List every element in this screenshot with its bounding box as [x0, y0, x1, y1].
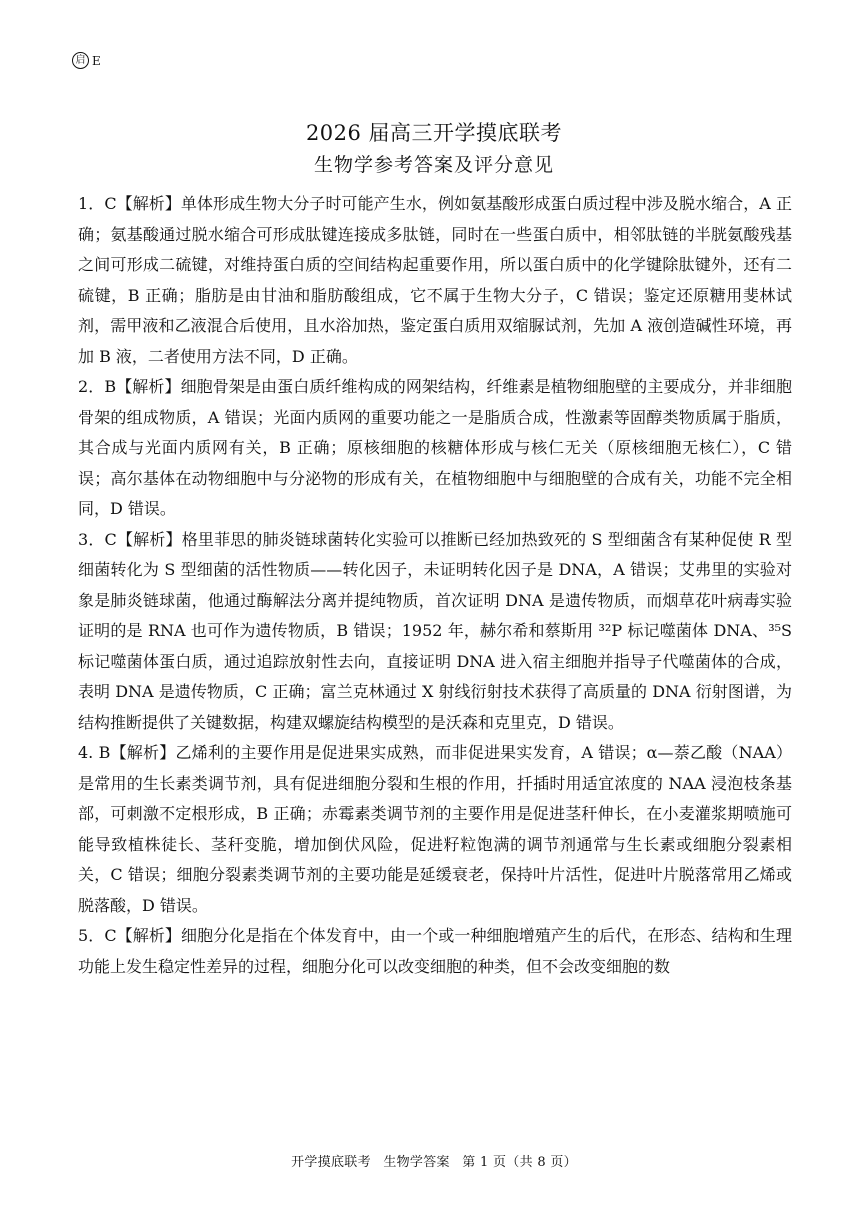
document-subtitle: 生物学参考答案及评分意见 — [313, 154, 554, 176]
footer-subject: 生物学答案 — [383, 1155, 450, 1170]
header-mark — [72, 52, 101, 69]
answer-body — [78, 189, 792, 982]
answer-item: 5．C【解析】细胞分化是指在个体发育中，由一个或一种细胞增殖产生的后代，在形态、结构和生理功能上发生稳定性差异的过程，细胞分化可以改变细胞的种类，但不会改变细胞的数 — [78, 926, 792, 976]
footer-exam: 开学摸底联考 — [291, 1155, 371, 1170]
answer-item: 4. B【解析】乙烯利的主要作用是促进果实成熟，而非促进果实发育，A 错误；α—萘乙酸（NAA）是常用的生长素类调节剂，具有促进细胞分裂和生根的作用，扦插时用适宜浓度的 NAA 浸泡枝条基部，可刺激不定根形成，B 正确；赤霉素类调节剂的主要作用是促进茎秆伸长，在小麦灌浆期喷施可能导致植株徒长、茎秆变脆，增加倒伏风险，促进籽粒饱满的调节剂通常与生长素或细胞分裂素相关，C 错误；细胞分裂素类调节剂的主要功能是延缓衰老，保持叶片活性，促进叶片脱落常用乙烯或脱落酸，D 错误。 — [78, 743, 792, 915]
answer-item: 1．C【解析】单体形成生物大分子时可能产生水，例如氨基酸形成蛋白质过程中涉及脱水缩合，A 正确；氨基酸通过脱水缩合可形成肽键连接成多肽链，同时在一些蛋白质中，相邻肽链的半胱氨酸残基之间可形成二硫键，对维持蛋白质的空间结构起重要作用，所以蛋白质中的化学键除肽键外，还有二硫键，B 正确；脂肪是由甘油和脂肪酸组成，它不属于生物大分子，C 错误；鉴定还原糖用斐林试剂，需甲液和乙液混合后使用，且水浴加热，鉴定蛋白质用双缩脲试剂，先加 A 液创造碱性环境，再加 B 液，二者使用方法不同，D 正确。 — [78, 194, 792, 366]
document-title: 2026 届高三开学摸底联考 — [305, 121, 563, 145]
answer-item: 3．C【解析】格里菲思的肺炎链球菌转化实验可以推断已经加热致死的 S 型细菌含有某种促使 R 型细菌转化为 S 型细菌的活性物质——转化因子，未证明转化因子是 DNA，A 错误；艾弗里的实验对象是肺炎链球菌，他通过酶解法分离并提纯物质，首次证明 DNA 是遗传物质，而烟草花叶病毒实验证明的是 RNA 也可作为遗传物质，B 错误；1952 年，赫尔希和蔡斯用 ³²P 标记噬菌体 DNA、³⁵S 标记噬菌体蛋白质，通过追踪放射性去向，直接证明 DNA 进入宿主细胞并指导子代噬菌体的合成，表明 DNA 是遗传物质，C 正确；富兰克林通过 X 射线衍射技术获得了高质量的 DNA 衍射图谱，为结构推断提供了关键数据，构建双螺旋结构模型的是沃森和克里克，D 错误。 — [78, 529, 792, 732]
footer-page-number: 第 1 页（共 8 页） — [462, 1155, 577, 1170]
answer-item: 2．B【解析】细胞骨架是由蛋白质纤维构成的网架结构，纤维素是植物细胞壁的主要成分，并非细胞骨架的组成物质，A 错误；光面内质网的重要功能之一是脂质合成，性激素等固醇类物质属于脂质，其合成与光面内质网有关，B 正确；原核细胞的核糖体形成与核仁无关（原核细胞无核仁），C 错误；高尔基体在动物细胞中与分泌物的形成有关，在植物细胞中与细胞壁的合成有关，功能不完全相同，D 错误。 — [78, 377, 792, 518]
circled-char-icon: 启 — [72, 52, 89, 69]
page-footer — [0, 1151, 868, 1170]
header-letter: E — [92, 53, 101, 68]
